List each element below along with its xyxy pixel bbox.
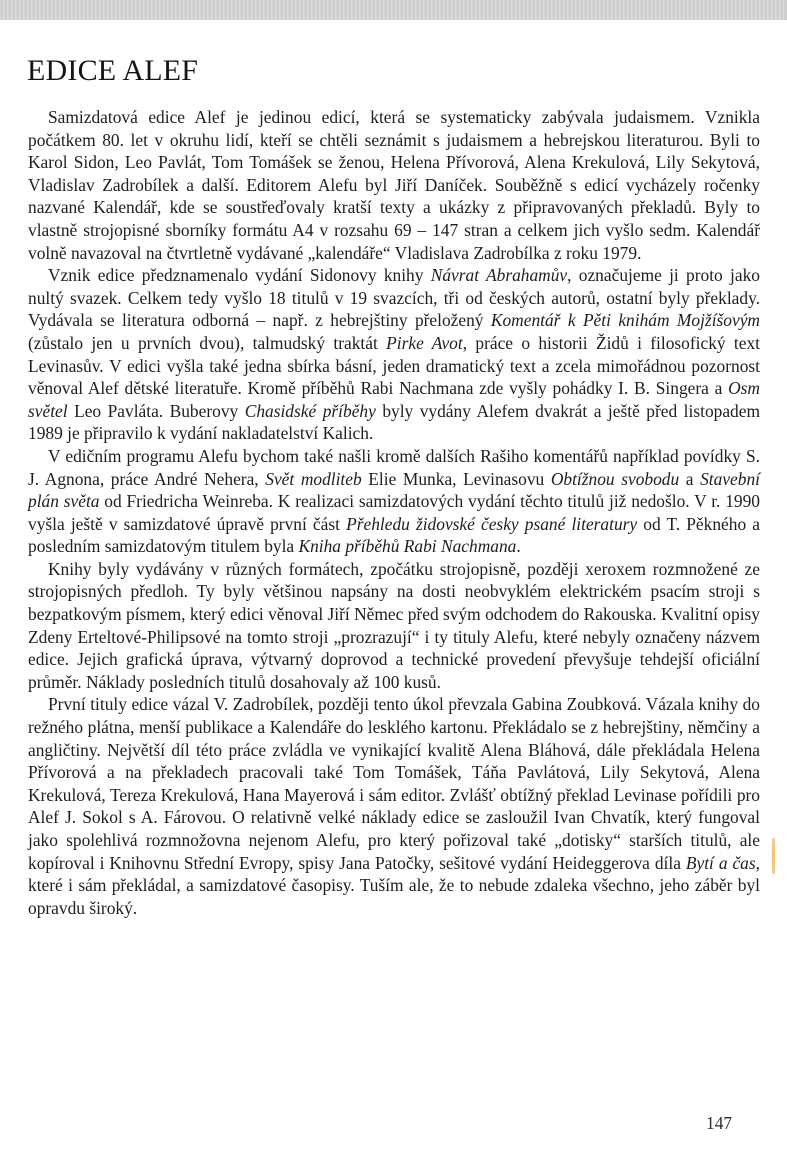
- text-run: V edičním programu Alefu bychom také našli kromě dalších Rašiho komentářů například povídky S. J. Agnona, práce André Nehera,: [28, 445, 760, 489]
- paragraph: [28, 106, 760, 264]
- article-body: [28, 106, 760, 919]
- italic-title: Chasidské příběhy: [244, 400, 376, 421]
- italic-title: Pirke Avot: [386, 332, 463, 353]
- italic-title: Osm světel: [28, 378, 760, 421]
- paragraph: [28, 264, 760, 445]
- text-run: Elie Munka, Levinasovu: [361, 468, 551, 489]
- paragraph: [28, 693, 760, 919]
- text-run: a: [679, 468, 701, 489]
- italic-title: Obtížnou svobodu: [550, 468, 680, 489]
- page-number: 147: [706, 1113, 733, 1133]
- paragraph: [28, 558, 760, 694]
- italic-title: Komentář k Pěti knihám Mojžíšovým: [490, 310, 760, 331]
- text-run: , práce o historii Židů i filosofický text Levinasův. V edici vyšla také jedna sbírka básní, jeden dramatický text a zcela mimořádnou pozornost věnoval Alef dětské literatuře. Kromě příběhů Rabi Nachmana zde vyšly pohádky I. B. Singera a: [28, 332, 760, 399]
- text-run: Knihy byly vydávány v různých formátech, zpočátku strojopisně, později xeroxem rozmnožené ze strojopisných předloh. Ty byly většinou napsány na dosti neobvyklém elektrickém psacím stroji s bezpatkovým písmem, který edici věnoval Jiří Němec před svým odchodem do Rakouska. Kvalitní opisy Zdeny Erteltové-Philipsové na tomto stroji „prozrazují“ i ty tituly Alefu, které nebyly označeny názvem edice. Jejich grafická úprava, výtvarný doprovod a technické provedení převyšuje tehdejší oficiální průměr. Náklady posledních titulů dosahovaly až 100 kusů.: [28, 558, 760, 692]
- text-run: od T. Pěkného a posledním samizdatovým titulem byla: [28, 513, 760, 557]
- text-run: byly vydány Alefem dvakrát a ještě před listopadem 1989 je připravilo k vydání nakladatelství Kalich.: [28, 400, 760, 444]
- paragraph: [28, 445, 760, 558]
- italic-title: Kniha příběhů Rabi Nachmana: [298, 536, 517, 557]
- italic-title: Přehledu židovské česky psané literatury: [346, 513, 638, 534]
- text-run: Vznik edice předznamenalo vydání Sidonovy knihy: [48, 265, 431, 286]
- scan-edge-band: [0, 0, 787, 20]
- margin-highlight-mark: [772, 838, 775, 874]
- italic-title: Svět modliteb: [265, 468, 362, 489]
- italic-title: Návrat Abrahamův: [430, 265, 568, 286]
- text-run: , označujeme ji proto jako nultý svazek. Celkem tedy vyšlo 18 titulů v 19 svazcích, tři od českých autorů, ostatní byly překlady. Vydávala se literatura odborná – např. z hebrejštiny přeložený: [28, 265, 760, 331]
- text-run: Samizdatová edice Alef je jedinou edicí, která se systematicky zabývala judaismem. Vznikla počátkem 80. let v okruhu lidí, kteří se chtěli seznámit s judaismem a hebrejskou literaturou. Byli to Karol Sidon, Leo Pavlát, Tom Tomášek se ženou, Helena Přívorová, Alena Krekulová, Lily Sekytová, Vladislav Zadrobílek a další. Editorem Alefu byl Jiří Daníček. Souběžně s edicí vycházely ročenky nazvané Kalendář, kde se soustřeďovaly kratší texty a ukázky z připravovaných překladů. Byly to vlastně strojopisné sborníky formátu A4 v rozsahu 69 – 147 stran a celkem jich vyšlo sedm. Kalendář volně navazoval na čtvrtletně vydávané „kalendáře“ Vladislava Zadrobílka z roku 1979.: [28, 107, 760, 263]
- text-run: od Friedricha Weinreba. K realizaci samizdatových vydání těchto titulů již nedošlo. V r. 1990 vyšla ještě v samizdatové úpravě první část: [28, 491, 760, 534]
- italic-title: Bytí a čas: [685, 852, 756, 873]
- text-run: (zůstalo jen u prvních dvou), talmudský traktát: [28, 332, 387, 353]
- text-run: Leo Pavláta. Buberovy: [67, 400, 245, 421]
- text-run: První tituly edice vázal V. Zadrobílek, později tento úkol převzala Gabina Zoubková. Vázala knihy do režného plátna, menší publikace a Kalendáře do lesklého kartonu. Překládalo se z hebrejštiny, němčiny a angličtiny. Největší díl této práce zvládla ve vynikající kvalitě Alena Bláhová, dále překládala Helena Přívorová a na překladech pracovali také Tom Tomášek, Táňa Pavlátová, Lily Sekytová, Alena Krekulová, Tereza Krekulová, Hana Mayerová i sám editor. Zvlášť obtížný překlad Levinase pořídili pro Alef J. Sokol s A. Fárovou. O relativně velké náklady edice se zasloužil Ivan Chvatík, který fungoval jako spolehlivá rozmnožovna nejenom Alefu, pro který pořizoval také „dotisky“ starších titulů, ale kopíroval i Knihovnu Střední Evropy, spisy Jana Patočky, sešitové vydání Heideggerova díla: [28, 694, 760, 873]
- text-run: .: [516, 536, 521, 557]
- italic-title: Stavební plán světa: [28, 468, 760, 512]
- page-title: EDICE ALEF: [27, 54, 199, 87]
- text-run: , které i sám překládal, a samizdatové časopisy. Tuším ale, že to nebude zdaleka všechno, jeho záběr byl opravdu široký.: [28, 852, 760, 918]
